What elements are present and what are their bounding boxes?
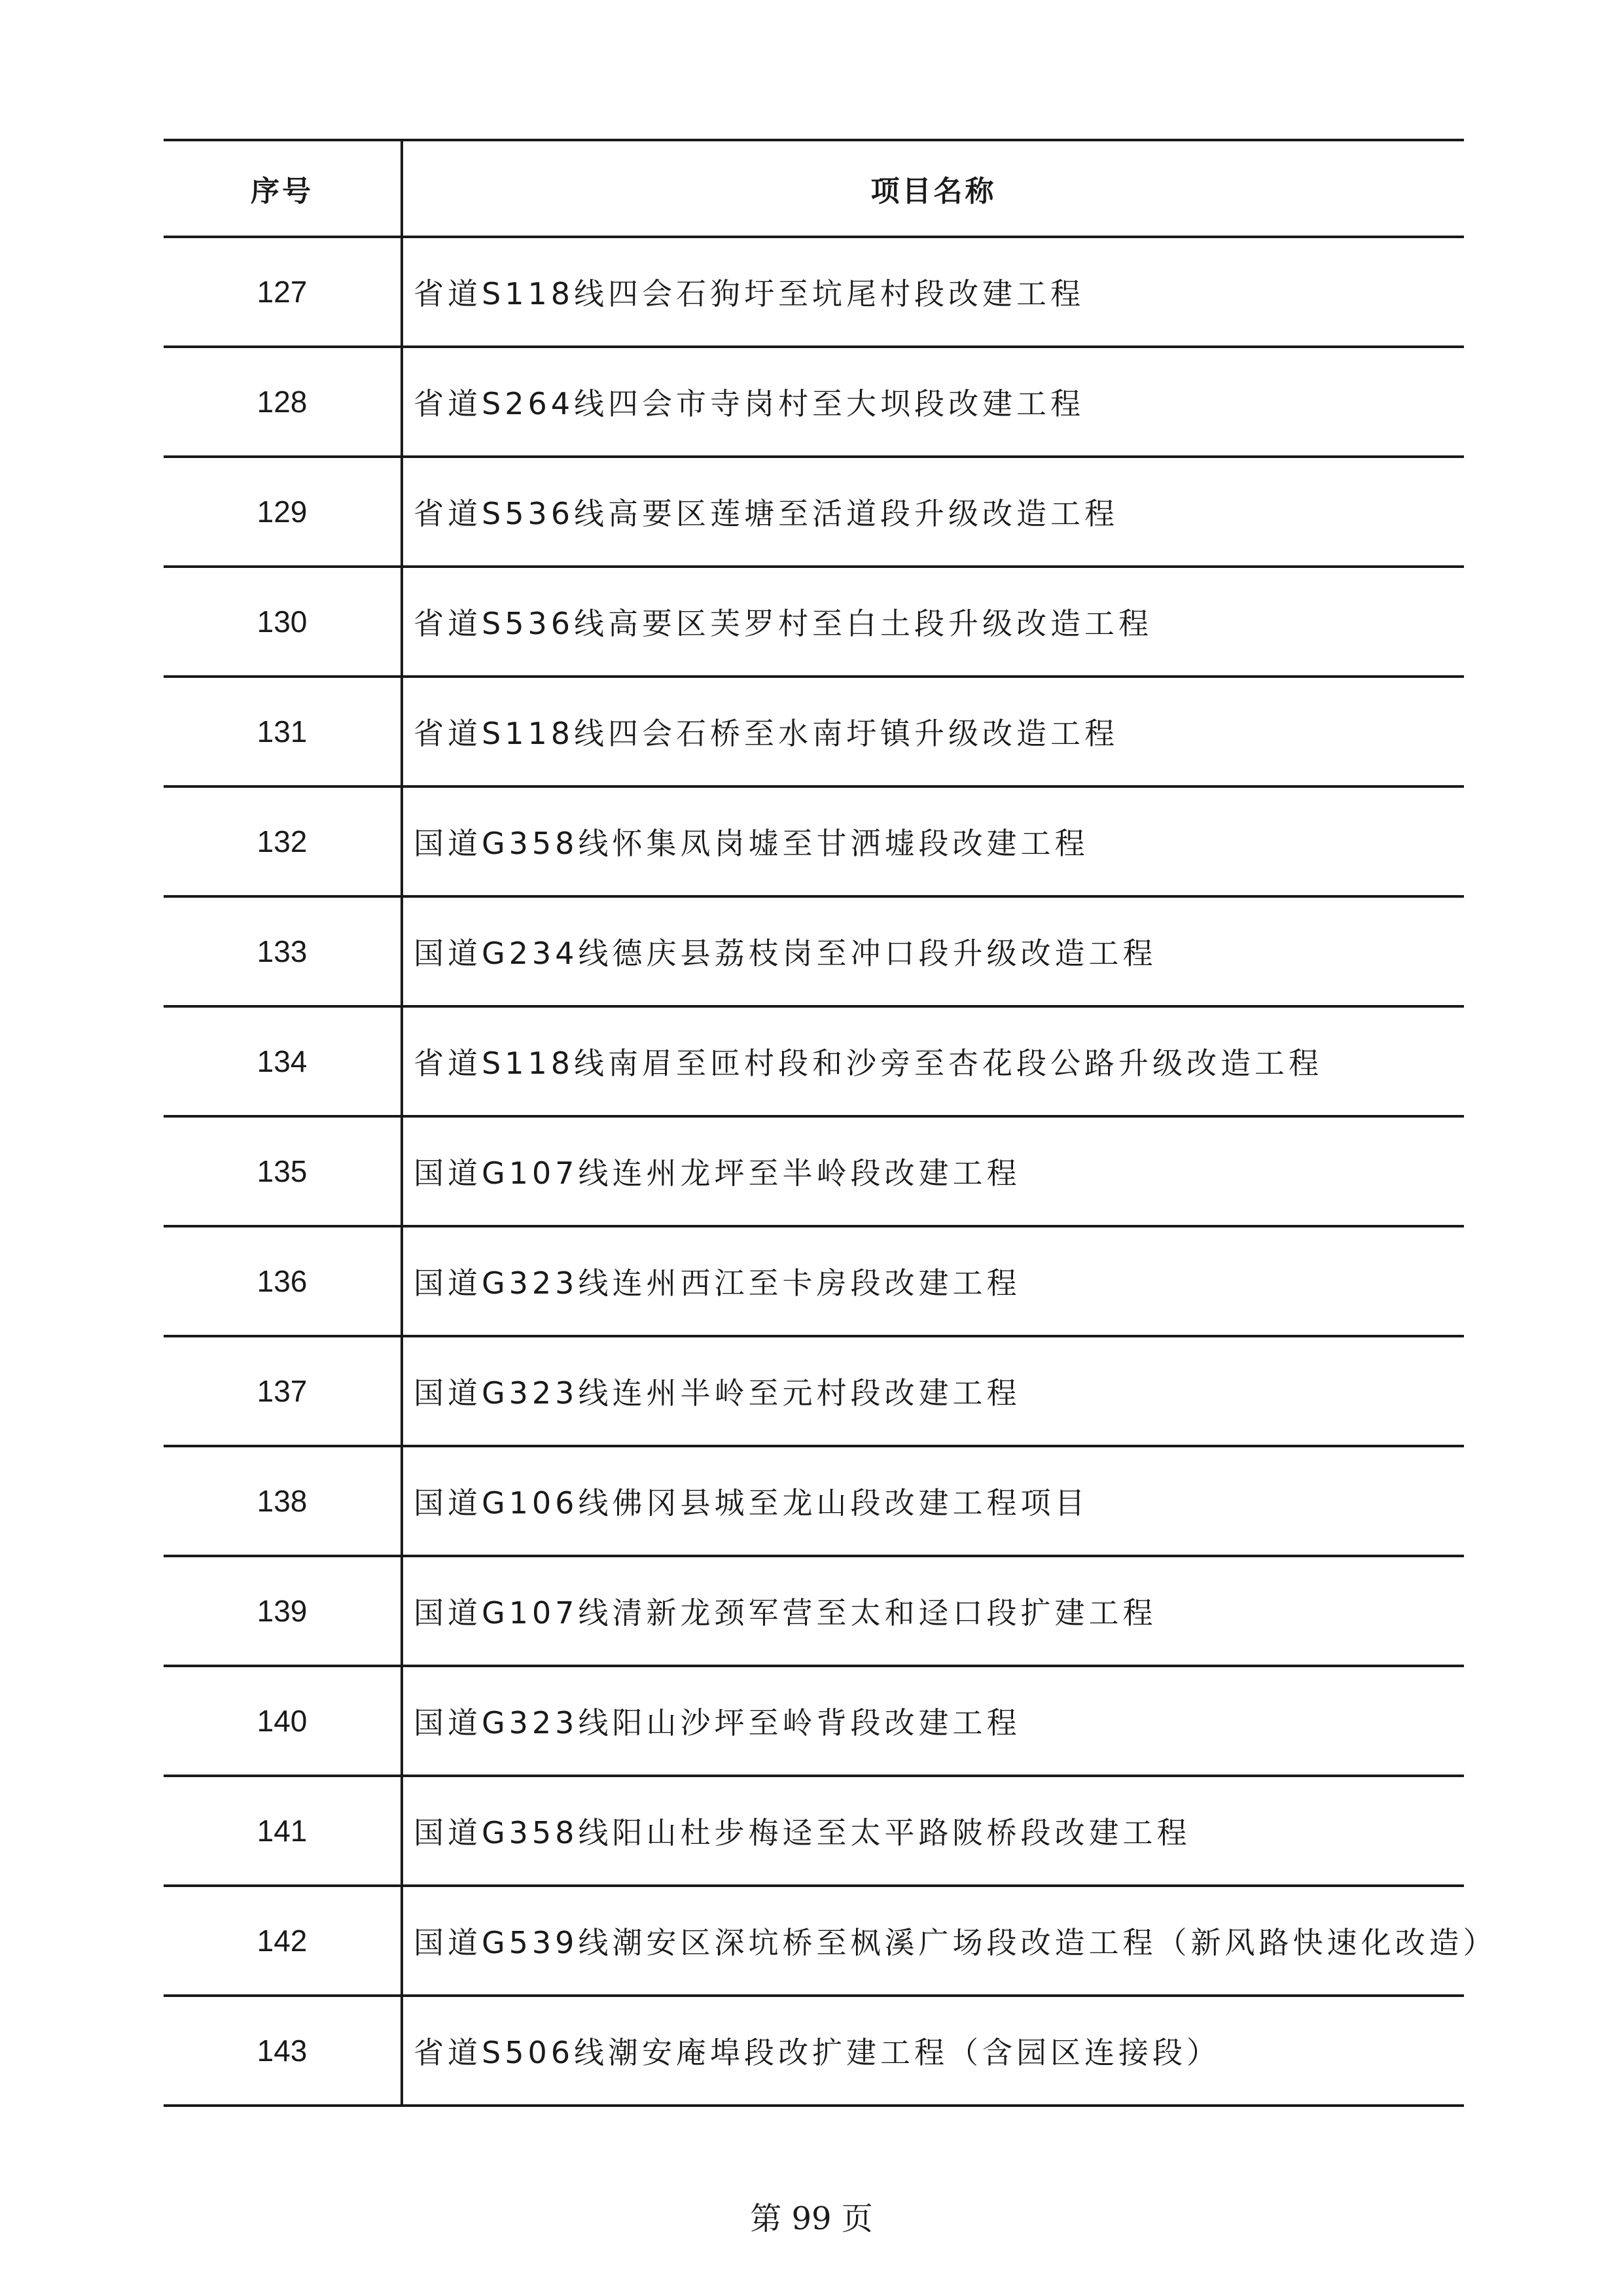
row-project-name: 省道S118线南眉至匝村段和沙旁至杏花段公路升级改造工程 xyxy=(402,1006,1464,1116)
table-row xyxy=(164,677,1464,786)
row-number: 143 xyxy=(164,1996,402,2106)
row-number: 141 xyxy=(164,1776,402,1886)
table-row xyxy=(164,1776,1464,1886)
row-project-name: 国道G107线连州龙坪至半岭段改建工程 xyxy=(402,1116,1464,1226)
row-project-name: 国道G323线阳山沙坪至岭背段改建工程 xyxy=(402,1666,1464,1776)
row-number: 127 xyxy=(164,237,402,347)
table-body xyxy=(164,237,1497,2106)
table-row xyxy=(164,1336,1464,1446)
table-row xyxy=(164,567,1464,677)
table-row xyxy=(164,786,1464,896)
row-number: 139 xyxy=(164,1556,402,1666)
row-project-name: 省道S506线潮安庵埠段改扩建工程（含园区连接段） xyxy=(402,1996,1464,2106)
table-row xyxy=(164,1116,1464,1226)
row-project-name: 国道G234线德庆县荔枝岗至冲口段升级改造工程 xyxy=(402,896,1464,1006)
row-number: 128 xyxy=(164,347,402,457)
table-row xyxy=(164,896,1464,1006)
table-row xyxy=(164,457,1464,567)
row-number: 134 xyxy=(164,1006,402,1116)
row-number: 135 xyxy=(164,1116,402,1226)
table-row xyxy=(164,1226,1464,1336)
row-project-name: 省道S536线高要区莲塘至活道段升级改造工程 xyxy=(402,457,1464,567)
row-project-name: 国道G107线清新龙颈军营至太和迳口段扩建工程 xyxy=(402,1556,1464,1666)
row-number: 138 xyxy=(164,1446,402,1556)
header-row xyxy=(164,140,1464,237)
table-row xyxy=(164,347,1464,457)
row-number: 142 xyxy=(164,1886,402,1996)
table-row xyxy=(164,1996,1464,2106)
project-table-container xyxy=(164,139,1497,2107)
row-number: 133 xyxy=(164,896,402,1006)
row-number: 137 xyxy=(164,1336,402,1446)
row-project-name: 国道G358线怀集凤岗墟至甘洒墟段改建工程 xyxy=(402,786,1464,896)
row-project-name: 国道G539线潮安区深坑桥至枫溪广场段改造工程（新风路快速化改造） xyxy=(402,1886,1464,1996)
row-number: 129 xyxy=(164,457,402,567)
row-project-name: 省道S118线四会石狗圩至坑尾村段改建工程 xyxy=(402,237,1464,347)
row-number: 130 xyxy=(164,567,402,677)
table-row xyxy=(164,1556,1464,1666)
table-row xyxy=(164,1666,1464,1776)
row-project-name: 国道G323线连州半岭至元村段改建工程 xyxy=(402,1336,1464,1446)
row-project-name: 省道S264线四会市寺岗村至大坝段改建工程 xyxy=(402,347,1464,457)
header-number: 序号 xyxy=(164,140,402,237)
row-number: 131 xyxy=(164,677,402,786)
row-number: 136 xyxy=(164,1226,402,1336)
row-project-name: 国道G106线佛冈县城至龙山段改建工程项目 xyxy=(402,1446,1464,1556)
table-row xyxy=(164,1886,1464,1996)
header-project-name: 项目名称 xyxy=(402,140,1464,237)
row-project-name: 国道G358线阳山杜步梅迳至太平路陂桥段改建工程 xyxy=(402,1776,1464,1886)
table-row xyxy=(164,1446,1464,1556)
table-header xyxy=(164,140,1464,237)
table-row xyxy=(164,1006,1464,1116)
row-project-name: 省道S536线高要区芙罗村至白土段升级改造工程 xyxy=(402,567,1464,677)
table-row xyxy=(164,237,1464,347)
row-number: 132 xyxy=(164,786,402,896)
project-table xyxy=(164,139,1497,2107)
page-number: 第 99 页 xyxy=(750,2200,873,2237)
row-number: 140 xyxy=(164,1666,402,1776)
row-project-name: 国道G323线连州西江至卡房段改建工程 xyxy=(402,1226,1464,1336)
row-project-name: 省道S118线四会石桥至水南圩镇升级改造工程 xyxy=(402,677,1464,786)
